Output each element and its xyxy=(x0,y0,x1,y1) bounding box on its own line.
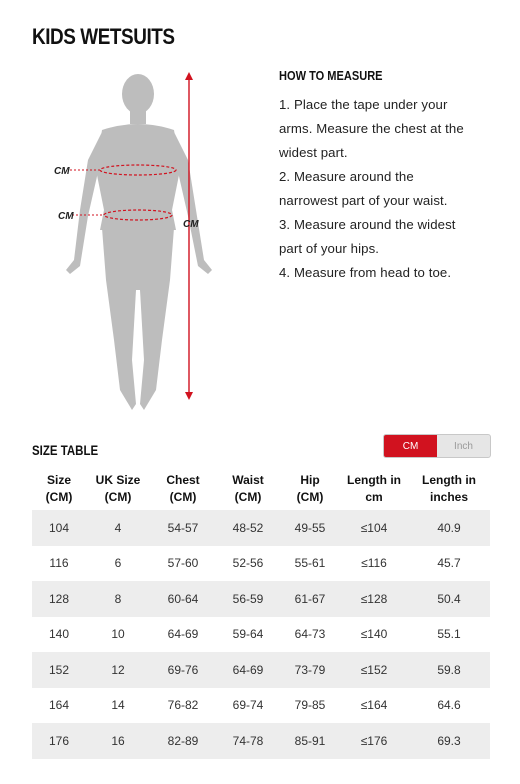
table-cell: ≤140 xyxy=(360,627,388,642)
table-cell: 176 xyxy=(32,723,86,759)
header-line: UK Size xyxy=(95,473,141,487)
table-cell: ≤104 xyxy=(340,510,408,546)
body-measurement-figure xyxy=(40,60,260,420)
table-cell: 69-76 xyxy=(150,652,216,688)
table-cell: 74-78 xyxy=(216,723,280,759)
header-line: (CM) xyxy=(169,490,197,504)
table-cell: 4 xyxy=(86,510,150,546)
table-cell: 164 xyxy=(48,698,70,713)
table-row xyxy=(32,723,490,759)
how-to-step-line: part of your hips. xyxy=(279,241,380,256)
table-cell: 82-89 xyxy=(150,723,216,759)
table-cell: 59.8 xyxy=(408,652,490,688)
table-cell: 52-56 xyxy=(232,556,264,571)
column-header-uk-size xyxy=(86,468,150,510)
table-cell: 12 xyxy=(86,652,150,688)
table-cell: 45.7 xyxy=(437,556,461,571)
table-cell: 8 xyxy=(86,581,150,617)
table-cell: 55-61 xyxy=(294,556,326,571)
chest-cm-label: CM xyxy=(54,166,70,177)
unit-toggle[interactable] xyxy=(383,434,491,458)
table-cell: 64-73 xyxy=(294,627,326,642)
table-cell: 49-55 xyxy=(280,510,340,546)
table-cell: 55.1 xyxy=(437,627,461,642)
height-arrow-top-icon xyxy=(185,72,193,80)
table-cell: 56-59 xyxy=(216,581,280,617)
how-to-step-line: widest part. xyxy=(279,145,348,160)
unit-option-cm[interactable]: CM xyxy=(384,435,437,457)
table-cell: 140 xyxy=(48,627,70,642)
header-line: Size xyxy=(46,473,71,487)
table-cell: 10 xyxy=(111,627,125,642)
table-row xyxy=(32,581,490,617)
table-cell: 76-82 xyxy=(167,698,199,713)
height-arrow-bottom-icon xyxy=(185,392,193,400)
column-header-waist xyxy=(216,468,280,510)
table-row xyxy=(32,652,490,688)
table-cell: 128 xyxy=(32,581,86,617)
table-cell: 14 xyxy=(111,698,125,713)
table-row xyxy=(32,617,490,653)
column-header-hip xyxy=(280,468,340,510)
table-row xyxy=(32,546,490,582)
height-cm-label: CM xyxy=(183,219,199,230)
table-cell: ≤116 xyxy=(361,556,387,571)
table-cell: 85-91 xyxy=(280,723,340,759)
table-cell: 40.9 xyxy=(408,510,490,546)
size-table-title: SIZE TABLE xyxy=(32,442,99,458)
unit-option-inch[interactable]: Inch xyxy=(454,440,473,452)
header-line: Waist xyxy=(232,473,264,487)
header-line: (CM) xyxy=(45,490,73,504)
table-cell: 64.6 xyxy=(437,698,461,713)
table-cell: 6 xyxy=(114,556,122,571)
table-cell: ≤152 xyxy=(340,652,408,688)
table-cell: 64-69 xyxy=(167,627,199,642)
page-title: KIDS WETSUITS xyxy=(32,24,175,49)
table-cell: 64-69 xyxy=(216,652,280,688)
header-line: cm xyxy=(365,490,383,504)
header-line: (CM) xyxy=(104,490,132,504)
how-to-step-line: arms. Measure the chest at the xyxy=(279,121,464,136)
column-header-size xyxy=(32,468,86,510)
how-to-step-line: 2. Measure around the xyxy=(279,169,414,184)
header-line: Length in xyxy=(347,473,401,487)
table-cell: ≤164 xyxy=(360,698,388,713)
column-header-chest xyxy=(150,468,216,510)
table-cell: 59-64 xyxy=(232,627,264,642)
table-cell: 54-57 xyxy=(150,510,216,546)
table-cell: 61-67 xyxy=(280,581,340,617)
table-cell: 104 xyxy=(32,510,86,546)
table-cell: 152 xyxy=(32,652,86,688)
how-to-measure-title: HOW TO MEASURE xyxy=(279,68,383,83)
header-line: Length in xyxy=(422,473,476,487)
human-silhouette-shape xyxy=(66,74,212,410)
header-line: inches xyxy=(429,490,468,504)
table-cell: 48-52 xyxy=(216,510,280,546)
table-cell: 50.4 xyxy=(408,581,490,617)
table-cell: 73-79 xyxy=(280,652,340,688)
table-cell: 79-85 xyxy=(294,698,326,713)
header-line: Chest xyxy=(166,473,200,487)
header-line: Hip xyxy=(300,473,320,487)
size-table xyxy=(32,468,490,759)
table-cell: 69.3 xyxy=(408,723,490,759)
how-to-step-line: 4. Measure from head to toe. xyxy=(279,265,452,280)
table-cell: 16 xyxy=(86,723,150,759)
how-to-measure-section xyxy=(279,68,499,285)
column-header-length-cm xyxy=(340,468,408,510)
column-header-length-inches xyxy=(408,468,490,510)
header-line: (CM) xyxy=(234,490,262,504)
how-to-step-line: 3. Measure around the widest xyxy=(279,217,456,232)
how-to-step-line: narrowest part of your waist. xyxy=(279,193,448,208)
table-cell: 57-60 xyxy=(167,556,199,571)
table-cell: 69-74 xyxy=(232,698,264,713)
table-cell: 60-64 xyxy=(150,581,216,617)
human-silhouette xyxy=(40,60,260,420)
waist-cm-label: CM xyxy=(58,211,74,222)
table-cell: ≤176 xyxy=(340,723,408,759)
table-cell: ≤128 xyxy=(340,581,408,617)
table-row xyxy=(32,510,490,546)
table-cell: 116 xyxy=(49,556,69,571)
table-row xyxy=(32,688,490,724)
how-to-step-line: 1. Place the tape under your xyxy=(279,97,448,112)
header-line: (CM) xyxy=(296,490,324,504)
size-table-header-row xyxy=(32,468,490,510)
